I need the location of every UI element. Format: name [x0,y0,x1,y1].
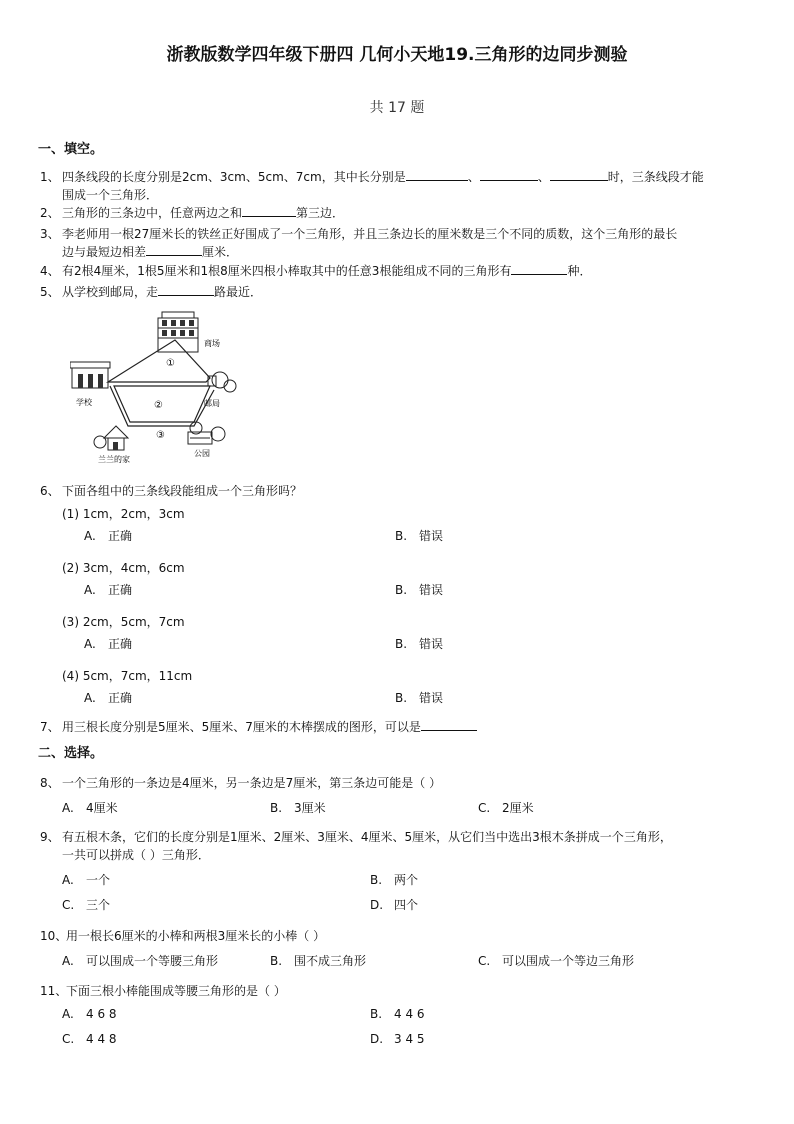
question-text: 下面三根小棒能围成等腰三角形的是（ ） [66,984,286,998]
q6-1-option-a[interactable] [84,527,132,544]
question-4 [40,262,720,280]
page-title: 浙教版数学四年级下册四 几何小天地19.三角形的边同步测验 [166,45,628,65]
answer-blank[interactable] [146,243,202,256]
option-text: 4 6 8 [86,1007,117,1021]
park-icon [188,422,225,444]
label-mall: 商场 [204,339,220,348]
option-text: 错误 [419,637,444,651]
option-letter: B. [370,1007,383,1021]
q6-sub-2: (2) 3cm，4cm，6cm [62,561,185,575]
question-number: 1、 [40,170,60,184]
option-text: 错误 [419,583,444,597]
mall-building-icon [158,312,198,352]
question-text: 厘米． [202,245,239,259]
route-map-illustration [70,310,250,470]
question-text: 用三根长度分别是5厘米、5厘米、7厘米的木棒摆成的图形，可以是 [62,720,421,734]
separator: 、 [537,170,550,184]
option-letter: D. [370,898,384,912]
q6-sub-1: (1) 1cm，2cm，3cm [62,507,185,521]
question-number: 7、 [40,720,60,734]
option-text: 可以围成一个等边三角形 [502,954,635,968]
question-10 [40,927,720,945]
option-text: 围不成三角形 [294,954,367,968]
school-building-icon [70,362,110,388]
option-text: 4 4 6 [394,1007,425,1021]
route-1-label: ① [166,358,175,369]
option-letter: B. [395,583,408,597]
question-8 [40,774,720,792]
option-text: 四个 [394,898,419,912]
q10-option-c[interactable] [478,952,634,969]
answer-blank[interactable] [550,168,608,181]
question-number: 9、 [40,830,60,844]
option-text: 错误 [419,691,444,705]
option-text: 3厘米 [294,801,326,815]
question-number: 4、 [40,264,60,278]
answer-blank[interactable] [242,204,296,217]
q6-3-option-a[interactable] [84,635,132,652]
option-letter: C. [62,898,75,912]
route-2-label: ② [154,400,163,411]
answer-blank[interactable] [511,262,567,275]
separator: 、 [467,170,480,184]
question-1 [40,168,720,204]
question-text: 下面各组中的三条线段能组成一个三角形吗？ [62,484,303,498]
option-text: 2厘米 [502,801,534,815]
question-6 [40,482,720,500]
option-letter: A. [84,637,96,651]
q6-2-option-b[interactable] [395,581,443,598]
question-text: 从学校到邮局，走 [62,285,159,299]
option-letter: B. [270,801,283,815]
option-text: 正确 [108,583,133,597]
option-text: 三个 [86,898,111,912]
q9-option-b[interactable] [370,871,418,888]
question-5 [40,283,720,301]
option-letter: B. [270,954,283,968]
q6-3-option-b[interactable] [395,635,443,652]
option-text: 正确 [108,529,133,543]
question-text: 路最近． [214,285,263,299]
answer-blank[interactable] [421,718,477,731]
option-text: 可以围成一个等腰三角形 [86,954,219,968]
q8-option-b[interactable] [270,799,326,816]
option-text: 两个 [394,873,419,887]
q8-option-a[interactable] [62,799,118,816]
question-text: 四条线段的长度分别是2cm、3cm、5cm、7cm，其中长分别是 [62,170,406,184]
section-fill-blank: 一、填空。 [38,142,104,157]
question-text: 时，三条线段才能 [607,170,704,184]
post-office-icon [208,372,236,392]
option-letter: B. [395,529,408,543]
option-letter: C. [62,1032,75,1046]
question-number: 6、 [40,484,60,498]
question-9 [40,828,740,864]
question-number: 11、 [40,984,68,998]
route-lines [108,340,214,426]
question-text: 李老师用一根27厘米长的铁丝正好围成了一个三角形，并且三条边长的厘米数是三个不同的质数，这个三角形的最长 [62,227,678,241]
option-text: 正确 [108,691,133,705]
label-school: 学校 [76,398,92,407]
q6-4-option-b[interactable] [395,689,443,706]
option-text: 4 4 8 [86,1032,117,1046]
answer-blank[interactable] [480,168,538,181]
route-3-label: ③ [156,430,165,441]
q10-option-a[interactable] [62,952,218,969]
option-text: 错误 [419,529,444,543]
q6-1-option-b[interactable] [395,527,443,544]
option-letter: A. [62,873,74,887]
option-letter: C. [478,801,491,815]
question-count: 共 17 题 [369,100,425,116]
question-3 [40,225,720,261]
question-7 [40,718,720,736]
option-letter: A. [62,801,74,815]
option-letter: A. [84,691,96,705]
question-2 [40,204,720,222]
q9-option-d[interactable] [370,896,418,913]
question-text: 用一根长6厘米的小棒和两根3厘米长的小棒（ ） [66,929,326,943]
option-text: 3 4 5 [394,1032,425,1046]
question-number: 8、 [40,776,60,790]
question-number: 10、 [40,929,68,943]
option-letter: B. [395,637,408,651]
option-text: 正确 [108,637,133,651]
option-letter: A. [84,583,96,597]
question-text: 有五根木条，它们的长度分别是1厘米、2厘米、3厘米、4厘米、5厘米，从它们当中选出3根木条拼成一个三角形， [62,830,672,844]
q6-2-option-a[interactable] [84,581,132,598]
label-park: 公园 [194,449,210,458]
label-post-office: 邮局 [204,399,220,408]
q6-sub-3: (3) 2cm，5cm，7cm [62,615,185,629]
q11-option-c[interactable] [62,1032,117,1046]
option-letter: A. [62,1007,74,1021]
q9-option-a[interactable] [62,871,110,888]
question-text: 三角形的三条边中，任意两边之和 [62,206,243,220]
question-text: 一共可以拼成（ ）三角形． [62,848,210,862]
q6-4-option-a[interactable] [84,689,132,706]
q10-option-b[interactable] [270,952,366,969]
q8-option-c[interactable] [478,799,534,816]
option-text: 4厘米 [86,801,118,815]
question-text: 围成一个三角形． [62,188,159,202]
home-icon [94,426,128,450]
question-text: 边与最短边相差 [62,245,147,259]
question-number: 5、 [40,285,60,299]
question-text: 种． [567,264,592,278]
answer-blank[interactable] [158,283,214,296]
q11-option-b[interactable] [370,1007,425,1021]
question-text: 有2根4厘米，1根5厘米和1根8厘米四根小棒取其中的任意3根能组成不同的三角形有 [62,264,512,278]
option-letter: B. [370,873,383,887]
q6-sub-4: (4) 5cm，7cm，11cm [62,669,193,683]
question-text: 一个三角形的一条边是4厘米，另一条边是7厘米，第三条边可能是（ ） [62,776,442,790]
option-text: 一个 [86,873,111,887]
section-multiple-choice: 二、选择。 [38,746,104,761]
question-text: 第三边． [296,206,345,220]
q9-option-c[interactable] [62,896,110,913]
label-home: 兰兰的家 [98,455,130,464]
question-number: 2、 [40,206,60,220]
option-letter: D. [370,1032,384,1046]
option-letter: C. [478,954,491,968]
q11-option-a[interactable] [62,1007,117,1021]
q11-option-d[interactable] [370,1032,425,1046]
option-letter: A. [84,529,96,543]
question-11 [40,982,720,1000]
answer-blank[interactable] [406,168,468,181]
option-letter: B. [395,691,408,705]
option-letter: A. [62,954,74,968]
question-number: 3、 [40,227,60,241]
